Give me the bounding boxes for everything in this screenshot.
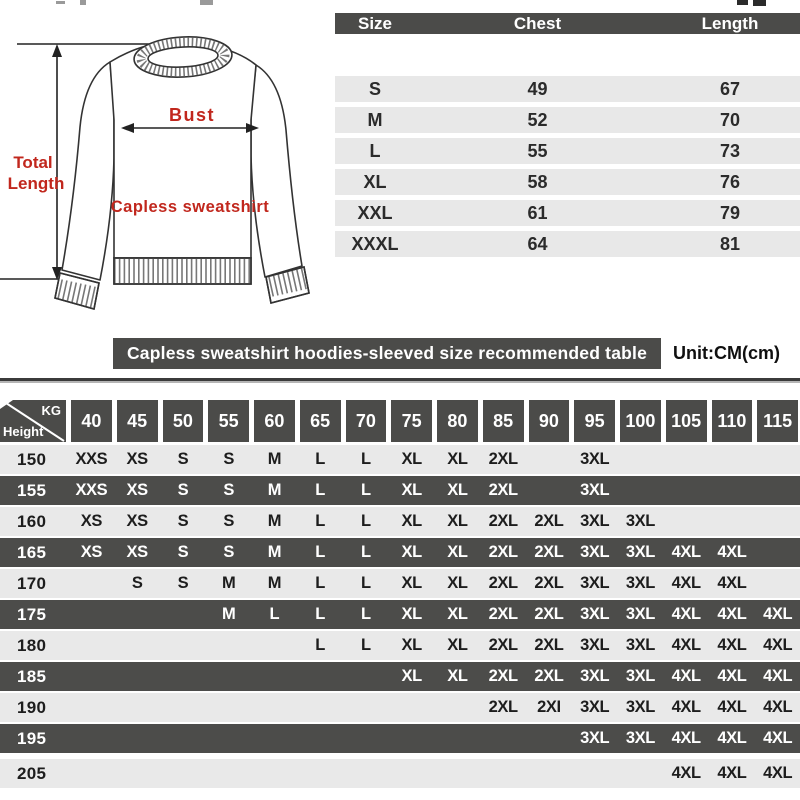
height-axis-label: Height (3, 424, 44, 439)
measurement-table-cell: XXL (357, 202, 393, 223)
recommended-size-cell: L (361, 574, 371, 592)
recommended-size-cell: XS (80, 543, 102, 561)
measurement-table-body (335, 76, 800, 257)
height-row-label: 165 (17, 542, 47, 562)
weight-column-header: 60 (254, 400, 295, 442)
recommended-size-cell: 2XL (534, 512, 564, 530)
recommended-size-cell: 4XL (763, 698, 793, 716)
recommended-size-cell: L (361, 605, 371, 623)
matrix-row-205 (0, 759, 800, 788)
recommended-size-cell: S (223, 481, 234, 499)
recommended-size-cell: 2XL (488, 636, 518, 654)
measurement-table-cell: 70 (719, 109, 741, 130)
measurement-table-cell: 81 (719, 233, 741, 254)
recommended-size-cell: 4XL (717, 574, 747, 592)
recommended-size-cell: S (131, 574, 143, 592)
recommended-size-cell: 3XL (625, 512, 655, 530)
matrix-row-195 (0, 724, 800, 753)
recommended-size-cell: 2XL (488, 512, 518, 530)
recommended-size-cell: L (315, 574, 325, 592)
recommended-size-cell: L (361, 512, 371, 530)
weight-column-header: 55 (208, 400, 249, 442)
recommended-size-cell: XS (126, 543, 148, 561)
recommended-size-cell: XL (401, 605, 422, 623)
matrix-row-170 (0, 569, 800, 598)
recommended-size-cell: 3XL (580, 450, 610, 468)
recommended-size-cell: 4XL (671, 698, 701, 716)
measurement-table-cell: 55 (527, 140, 548, 161)
recommended-size-cell: S (223, 543, 234, 561)
left-sleeve (62, 62, 114, 280)
recommended-size-cell: 3XL (580, 698, 610, 716)
recommended-size-cell: L (315, 481, 325, 499)
product-type-label: Capless sweatshirt (110, 198, 270, 216)
recommended-size-cell: 2XL (488, 481, 518, 499)
measurement-table-cell: 79 (719, 202, 741, 223)
recommended-size-cell: 3XL (580, 512, 610, 530)
recommended-size-cell: 2XI (537, 698, 561, 716)
recommended-size-cell: S (177, 512, 189, 530)
measurement-table-row (335, 169, 800, 195)
recommended-size-cell: 3XL (625, 605, 655, 623)
recommended-size-cell: 4XL (763, 605, 793, 623)
matrix-row-150 (0, 445, 800, 474)
measurement-table-cell: XL (363, 171, 387, 192)
height-row-label: 195 (17, 728, 47, 748)
recommended-size-cell: XL (447, 481, 468, 499)
recommended-size-cell: XL (447, 574, 468, 592)
matrix-header-row (0, 400, 800, 442)
measurement-table-cell: XXXL (351, 233, 399, 254)
measurement-table-cell: 67 (719, 78, 741, 99)
recommended-size-cell: 2XL (534, 574, 564, 592)
recommended-size-cell: 4XL (671, 574, 701, 592)
height-row-label: 180 (17, 635, 47, 655)
recommended-size-cell: 3XL (580, 543, 610, 561)
recommended-size-cell: XL (401, 481, 422, 499)
measurement-table-header (335, 13, 800, 34)
matrix-row-160 (0, 507, 800, 536)
recommended-size-cell: M (267, 481, 282, 499)
recommended-size-cell: 4XL (671, 543, 701, 561)
recommended-size-cell: XL (447, 450, 468, 468)
recommended-size-cell: 3XL (625, 574, 655, 592)
recommended-size-cell: 4XL (717, 698, 747, 716)
column-header-length: Length (701, 14, 759, 33)
recommended-size-cell: 3XL (625, 636, 655, 654)
weight-column-header: 45 (117, 400, 158, 442)
measurement-table (335, 13, 800, 262)
matrix-row-165 (0, 538, 800, 567)
weight-column-header: 80 (437, 400, 478, 442)
weight-column-header: 110 (712, 400, 753, 442)
recommended-size-cell: L (315, 512, 325, 530)
recommended-size-cell: 4XL (717, 764, 747, 782)
recommended-size-cell: XXS (75, 481, 108, 499)
table-caption: Capless sweatshirt hoodies-sleeved size recommended table (113, 338, 661, 369)
height-row-label: 155 (17, 480, 47, 500)
recommended-size-cell: 4XL (763, 729, 793, 747)
recommended-size-cell: 4XL (717, 636, 747, 654)
matrix-row-185 (0, 662, 800, 691)
recommended-size-cell: M (221, 574, 236, 592)
recommended-size-cell: M (267, 512, 282, 530)
recommended-size-cell: M (267, 450, 282, 468)
recommended-size-cell: 3XL (580, 636, 610, 654)
measurement-table-row (335, 231, 800, 257)
recommended-size-cell: 2XL (534, 667, 564, 685)
recommended-size-cell: 4XL (671, 667, 701, 685)
recommended-size-cell: XXS (75, 450, 108, 468)
section-divider (0, 378, 800, 383)
measurement-table-cell: 64 (527, 233, 548, 254)
recommended-size-cell: 2XL (488, 574, 518, 592)
hem-band (114, 258, 251, 284)
recommended-size-cell: 2XL (488, 543, 518, 561)
measurement-table-row (335, 200, 800, 226)
recommended-size-cell: 2XL (488, 605, 518, 623)
measurement-table-cell: L (369, 140, 381, 161)
matrix-row-155 (0, 476, 800, 505)
recommended-size-cell: L (361, 450, 371, 468)
recommended-size-cell: XL (401, 574, 422, 592)
weight-column-header: 115 (757, 400, 798, 442)
recommended-size-cell: XS (80, 512, 102, 530)
sweatshirt-diagram (0, 0, 332, 322)
recommended-size-cell: L (361, 481, 371, 499)
recommended-size-cell: 2XL (488, 667, 518, 685)
total-length-label-line1: Total (13, 153, 53, 172)
weight-column-header: 105 (666, 400, 707, 442)
measurement-table-row (335, 76, 800, 102)
recommended-size-cell: S (223, 450, 234, 468)
column-header-chest: Chest (513, 14, 562, 33)
recommended-size-cell: XL (401, 667, 422, 685)
measurement-table-cell: 52 (527, 109, 548, 130)
matrix-row-190 (0, 693, 800, 722)
recommended-size-cell: S (177, 481, 189, 499)
height-row-label: 170 (17, 573, 47, 593)
bust-label: Bust (169, 105, 215, 125)
recommended-size-cell: M (267, 543, 282, 561)
recommended-size-cell: 4XL (717, 543, 747, 561)
recommended-size-cell: 3XL (580, 667, 610, 685)
recommended-size-cell: M (221, 605, 236, 623)
weight-column-header: 40 (71, 400, 112, 442)
recommended-size-cell: XS (126, 481, 148, 499)
recommended-size-cell: 4XL (671, 729, 701, 747)
weight-column-header: 65 (300, 400, 341, 442)
recommended-size-cell: 3XL (625, 543, 655, 561)
recommended-size-cell: XL (447, 512, 468, 530)
recommended-size-cell: 4XL (717, 667, 747, 685)
recommended-size-cell: 4XL (763, 764, 793, 782)
recommended-size-cell: 2XL (534, 636, 564, 654)
matrix-row-175 (0, 600, 800, 629)
weight-column-header: 70 (346, 400, 387, 442)
recommended-size-cell: 2XL (488, 698, 518, 716)
height-row-label: 175 (17, 604, 47, 624)
matrix-row-180 (0, 631, 800, 660)
measurement-table-cell: M (367, 109, 383, 130)
recommended-size-cell: XL (447, 667, 468, 685)
measurement-table-row (335, 107, 800, 133)
weight-column-header: 90 (529, 400, 570, 442)
recommended-size-cell: L (315, 543, 325, 561)
recommended-size-cell: 3XL (580, 574, 610, 592)
recommended-size-cell: 4XL (763, 667, 793, 685)
corner-cell (0, 400, 66, 442)
weight-column-header: 100 (620, 400, 661, 442)
measurement-table-cell: 58 (527, 171, 548, 192)
recommended-size-cell: XL (401, 543, 422, 561)
recommended-size-cell: 2XL (488, 450, 518, 468)
weight-column-header: 50 (163, 400, 204, 442)
right-sleeve (251, 65, 302, 277)
recommended-size-cell: 4XL (763, 636, 793, 654)
height-row-label: 150 (17, 449, 47, 469)
recommended-size-cell: XL (401, 450, 422, 468)
unit-label: Unit:CM(cm) (673, 343, 780, 363)
recommended-size-cell: 4XL (671, 636, 701, 654)
matrix-body (0, 445, 800, 788)
recommended-size-cell: 4XL (671, 764, 701, 782)
recommended-size-cell: 4XL (717, 729, 747, 747)
recommended-size-cell: L (315, 450, 325, 468)
recommended-size-cell: XL (401, 636, 422, 654)
height-row-label: 190 (17, 697, 47, 717)
recommended-size-cell: 2XL (534, 543, 564, 561)
recommended-size-cell: L (361, 636, 371, 654)
recommended-size-cell: 3XL (580, 481, 610, 499)
measurement-table-cell: 61 (527, 202, 548, 223)
measurement-table-cell: 76 (719, 171, 741, 192)
cropped-text-fragment (753, 0, 766, 6)
total-length-label-line2: Length (7, 174, 65, 193)
recommended-size-cell: S (223, 512, 234, 530)
recommended-size-cell: S (177, 543, 189, 561)
recommended-size-cell: M (267, 574, 282, 592)
weight-column-header: 95 (574, 400, 615, 442)
kg-axis-label: KG (41, 403, 61, 418)
recommended-size-cell: 4XL (717, 605, 747, 623)
recommended-size-cell: 2XL (534, 605, 564, 623)
recommended-size-cell: 3XL (625, 698, 655, 716)
recommended-size-cell: 3XL (625, 729, 655, 747)
recommended-size-cell: XL (447, 605, 468, 623)
recommended-size-cell: XL (447, 543, 468, 561)
recommended-size-cell: 3XL (580, 729, 610, 747)
recommended-size-cell: S (177, 574, 189, 592)
recommended-size-cell: L (269, 605, 280, 623)
recommended-size-cell: XS (126, 512, 148, 530)
height-row-label: 205 (17, 763, 47, 783)
recommended-size-cell: L (315, 605, 325, 623)
cropped-text-fragment (737, 0, 748, 5)
height-row-label: 185 (17, 666, 47, 686)
weight-column-header: 75 (391, 400, 432, 442)
recommended-size-cell: XL (401, 512, 422, 530)
measurement-table-cell: 73 (719, 140, 741, 161)
height-row-label: 160 (17, 511, 47, 531)
recommended-size-cell: S (177, 450, 189, 468)
recommended-size-cell: 3XL (625, 667, 655, 685)
recommended-size-cell: L (315, 636, 325, 654)
measurement-table-cell: 49 (527, 78, 548, 99)
weight-column-header: 85 (483, 400, 524, 442)
recommended-size-cell: XL (447, 636, 468, 654)
recommended-size-cell: 4XL (671, 605, 701, 623)
height-weight-matrix (0, 400, 800, 790)
measurement-table-row (335, 138, 800, 164)
measurement-table-cell: S (368, 78, 381, 99)
recommended-size-cell: 3XL (580, 605, 610, 623)
recommended-size-cell: L (361, 543, 371, 561)
column-header-size: Size (357, 14, 393, 33)
recommended-size-cell: XS (126, 450, 148, 468)
